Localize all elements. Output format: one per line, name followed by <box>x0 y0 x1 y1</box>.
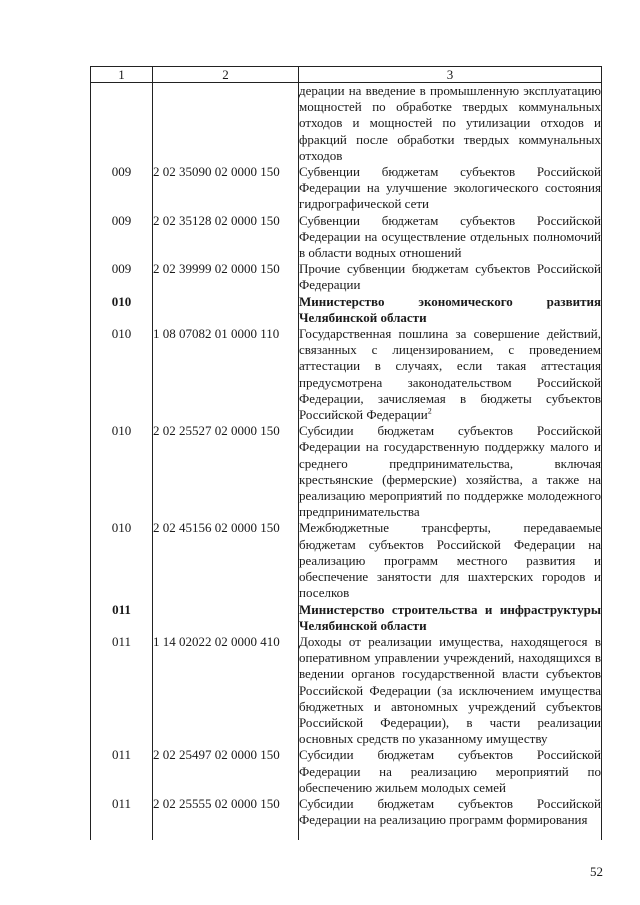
revenue-code-cell <box>153 602 299 634</box>
revenue-code-cell <box>153 326 299 423</box>
admin-code-cell <box>91 326 153 423</box>
table-body <box>91 83 602 840</box>
revenue-name-text: Субсидии бюджетам субъектов Российской Федерации на государственную поддержку малого и среднего предпринимательства, включая крестьянские (фермерские) хозяйства, а также на реализацию мероприятий по поддержке молодежного предпринимательства <box>299 423 601 520</box>
revenue-code-text: 2 02 35128 02 0000 150 <box>153 212 280 228</box>
admin-code-text: 009 <box>111 261 132 277</box>
revenue-code-cell <box>153 261 299 293</box>
table-row <box>91 83 602 165</box>
revenue-code-cell <box>153 634 299 747</box>
revenue-code-text: 2 02 45156 02 0000 150 <box>153 520 280 536</box>
revenue-code-cell <box>153 520 299 601</box>
admin-code-cell <box>91 294 153 326</box>
admin-code-text: 010 <box>111 293 132 309</box>
revenue-name-text: Министерство строительства и инфраструктуры Челябинской области <box>299 601 601 633</box>
revenue-name-text: Субсидии бюджетам субъектов Российской Федерации на реализацию мероприятий по обеспечению жильем молодых семей <box>299 747 601 795</box>
column-number-row <box>91 67 602 83</box>
revenue-code-text: 2 02 39999 02 0000 150 <box>153 261 280 277</box>
revenue-name-text: Субсидии бюджетам субъектов Российской Федерации на реализацию программ формирования <box>299 795 601 828</box>
admin-code-cell <box>91 213 153 262</box>
admin-code-cell <box>91 261 153 293</box>
admin-code-cell <box>91 634 153 747</box>
table-row <box>91 747 602 796</box>
admin-code-cell <box>91 423 153 520</box>
admin-code-cell <box>91 520 153 601</box>
revenue-code-text: 2 02 25497 02 0000 150 <box>153 747 280 763</box>
revenue-code-cell <box>153 213 299 262</box>
admin-code-text: 011 <box>112 601 131 617</box>
revenue-name-text: Субвенции бюджетам субъектов Российской Федерации на улучшение экологического состояния гидрографической сети <box>299 164 601 212</box>
admin-code-text: 011 <box>111 633 132 649</box>
admin-code-text: 009 <box>111 164 132 180</box>
table-row <box>91 326 602 423</box>
admin-code-cell <box>91 747 153 796</box>
admin-code-cell <box>91 796 153 840</box>
revenue-code-text: 2 02 25527 02 0000 150 <box>153 423 280 439</box>
revenue-name-cell <box>299 520 602 601</box>
revenue-name-cell <box>299 326 602 423</box>
revenue-name-text: дерации на введение в промышленную эксплуатацию мощностей по обработке твердых коммунальных отходов и мощностей по утилизации отходов и фракций после обработки твердых коммунальных отходов <box>299 83 601 163</box>
revenue-name-text: Доходы от реализации имущества, находящегося в оперативном управлении учреждений, находящихся в ведении органов государственной власти субъектов Российской Федерации (за исключением имущества бюджетных и автономных учреждений субъектов Российской Федерации), в части реализации основных средств по указанному имуществу <box>299 633 601 747</box>
revenue-code-cell <box>153 796 299 840</box>
revenue-codes-table <box>90 66 602 840</box>
revenue-name-cell <box>299 602 602 634</box>
admin-code-text: 010 <box>111 326 132 342</box>
revenue-name-text: Прочие субвенции бюджетам субъектов Российской Федерации <box>299 261 601 293</box>
revenue-name-cell <box>299 634 602 747</box>
revenue-code-cell <box>153 423 299 520</box>
revenue-name-cell <box>299 83 602 165</box>
table-row <box>91 261 602 293</box>
revenue-name-cell <box>299 261 602 293</box>
table-row <box>91 520 602 601</box>
revenue-code-text: 1 08 07082 01 0000 110 <box>153 326 280 342</box>
revenue-name-text: Государственная пошлина за совершение действий, связанных с лицензированием, с проведением аттестации в случаях, если такая аттестация предусмотрена законодательством Российской Федерации, зачисляемая в бюджеты субъектов Российской Федерации <box>299 326 601 423</box>
admin-code-text: 011 <box>111 747 132 763</box>
column-number-1: 1 <box>91 67 153 83</box>
table-row <box>91 213 602 262</box>
revenue-code-text: 2 02 25555 02 0000 150 <box>153 795 280 811</box>
table-row <box>91 796 602 840</box>
admin-code-cell <box>91 602 153 634</box>
revenue-code-cell <box>153 164 299 213</box>
revenue-name-text: Министерство экономического развития Челябинской области <box>299 293 601 325</box>
table-row <box>91 164 602 213</box>
revenue-code-cell <box>153 747 299 796</box>
revenue-name-cell <box>299 294 602 326</box>
footnote-marker: 2 <box>427 406 432 416</box>
revenue-name-cell <box>299 796 602 840</box>
admin-code-text: 010 <box>111 520 132 536</box>
column-number-3: 3 <box>299 67 602 83</box>
revenue-code-text: 1 14 02022 02 0000 410 <box>153 633 280 649</box>
table-row <box>91 634 602 747</box>
admin-code-text: 010 <box>111 423 132 439</box>
revenue-code-cell <box>153 294 299 326</box>
revenue-name-cell <box>299 747 602 796</box>
admin-code-cell <box>91 164 153 213</box>
admin-code-cell <box>91 83 153 165</box>
page-number: 52 <box>590 864 603 879</box>
table-row <box>91 423 602 520</box>
revenue-name-cell <box>299 423 602 520</box>
revenue-name-cell <box>299 213 602 262</box>
admin-code-text: 011 <box>111 795 132 811</box>
revenue-name-cell <box>299 164 602 213</box>
admin-code-text: 009 <box>111 212 132 228</box>
section-header-row <box>91 602 602 634</box>
revenue-code-cell <box>153 83 299 165</box>
revenue-name-text: Межбюджетные трансферты, передаваемые бюджетам субъектов Российской Федерации на реализацию программ местного развития и обеспечение занятости для шахтерских городов и поселков <box>299 520 601 601</box>
column-number-2: 2 <box>153 67 299 83</box>
revenue-code-text: 2 02 35090 02 0000 150 <box>153 164 280 180</box>
revenue-name-text: Субвенции бюджетам субъектов Российской Федерации на осуществление отдельных полномочий в области водных отношений <box>299 212 601 261</box>
section-header-row <box>91 294 602 326</box>
